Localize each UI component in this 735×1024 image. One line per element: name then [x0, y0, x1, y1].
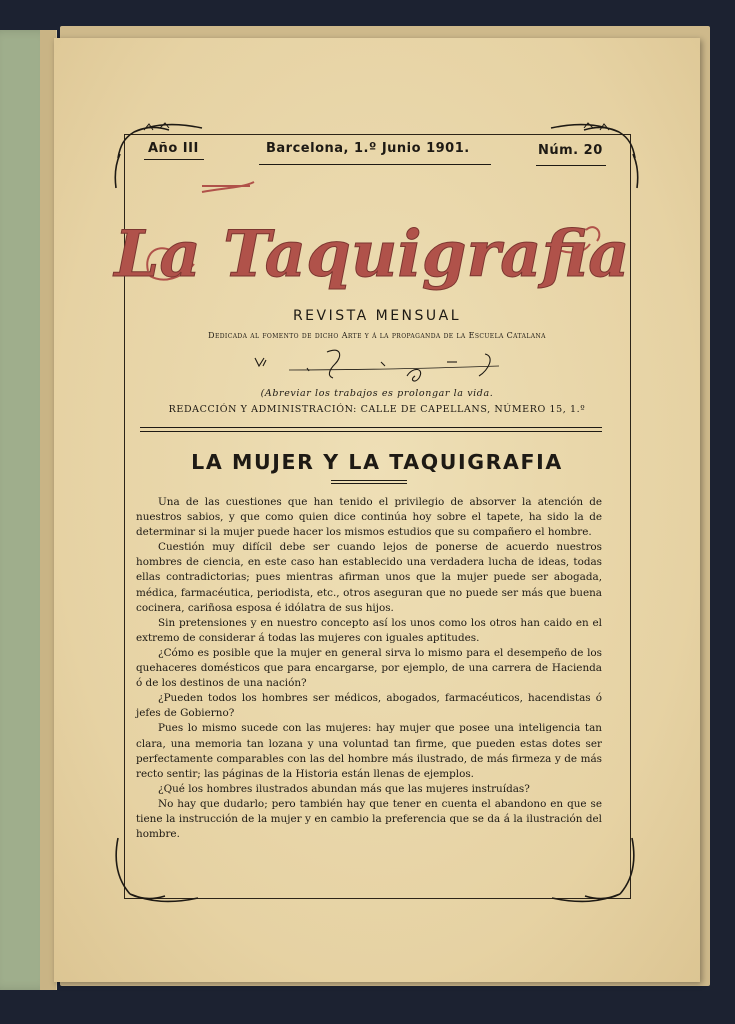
date-rule: [259, 164, 491, 165]
issue-number: Núm. 20: [538, 143, 603, 158]
masthead-subtitle: REVISTA MENSUAL: [292, 308, 462, 324]
masthead-title: [114, 166, 630, 306]
editorial-address: REDACCIÓN Y ADMINISTRACIÓN: CALLE DE CAPELLANS, NÚMERO 15, 1.º: [168, 404, 586, 415]
masthead-dedication: Dedicada al fomento de dicho Arte y á la propaganda de la Escuela Catalana: [208, 331, 546, 340]
issue-year: Año III: [148, 141, 199, 156]
article-paragraph: Una de las cuestiones que han tenido el privilegio de absorver la atención de nuestros sabios, y que como quien dice continúa hoy sobre el tapete, ha sido la de determinar si la mujer puede hacer los mismos estudios que su compañero el hombre.: [136, 496, 602, 539]
issue-place-date: Barcelona, 1.º Junio 1901.: [266, 141, 470, 156]
article-paragraph: Cuestión muy difícil debe ser cuando lejos de ponerse de acuerdo nuestros hombres de ciencia, en este caso han establecido una verdadera lucha de ideas, todas ellas contradictorias; pues mientras afirman unos que la mujer puede ser abogada, médica, farmacéutica, periodista, etc., otros aseguran que no puede ser más que buena cocinera, cariñosa esposa é idólatra de sus hijos.: [136, 541, 602, 614]
article-body: [136, 495, 602, 842]
masthead-title-text: La Taquigrafia: [114, 217, 630, 292]
masthead-divider: [140, 427, 602, 432]
article-paragraph: ¿Cómo es posible que la mujer en general sirva lo mismo para el desempeño de los quehaceres domésticos que para encargarse, por ejemplo, de una carrera de Hacienda ó de los destinos de una nación?: [136, 646, 602, 690]
magazine-page: [54, 38, 700, 982]
article-title-rule: [331, 480, 407, 484]
masthead-motto: (Abreviar los trabajos es prolongar la vida.: [260, 388, 494, 399]
article-paragraph: ¿Pueden todos los hombres ser médicos, abogados, farmacéuticos, hacendistas ó jefes de Gobierno?: [136, 692, 602, 720]
article-paragraph: ¿Qué los hombres ilustrados abundan más que las mujeres instruídas?: [158, 782, 530, 795]
shorthand-strokes: [249, 346, 519, 390]
article-title: LA MUJER Y LA TAQUIGRAFIA: [191, 450, 563, 474]
article-paragraph: No hay que dudarlo; pero también hay que tener en cuenta el abandono en que se tiene la instrucción de la mujer y en cambio la preferencia que se da á la ilustración del hombre.: [136, 797, 602, 841]
year-rule: [144, 159, 204, 160]
article-paragraph: Sin pretensiones y en nuestro concepto así los unos como los otros han caido en el extremo de considerar á todas las mujeres con iguales aptitudes.: [136, 616, 602, 644]
article-paragraph: Pues lo mismo sucede con las mujeres: hay mujer que posee una inteligencia tan clara, una memoria tan lozana y una voluntad tan firme, que pueden estas dotes ser perfectamente comparables con las del hombre más ilustrado, de más firmeza y de más recto sentir; las páginas de la Historia están llenas de ejemplos.: [136, 722, 602, 780]
